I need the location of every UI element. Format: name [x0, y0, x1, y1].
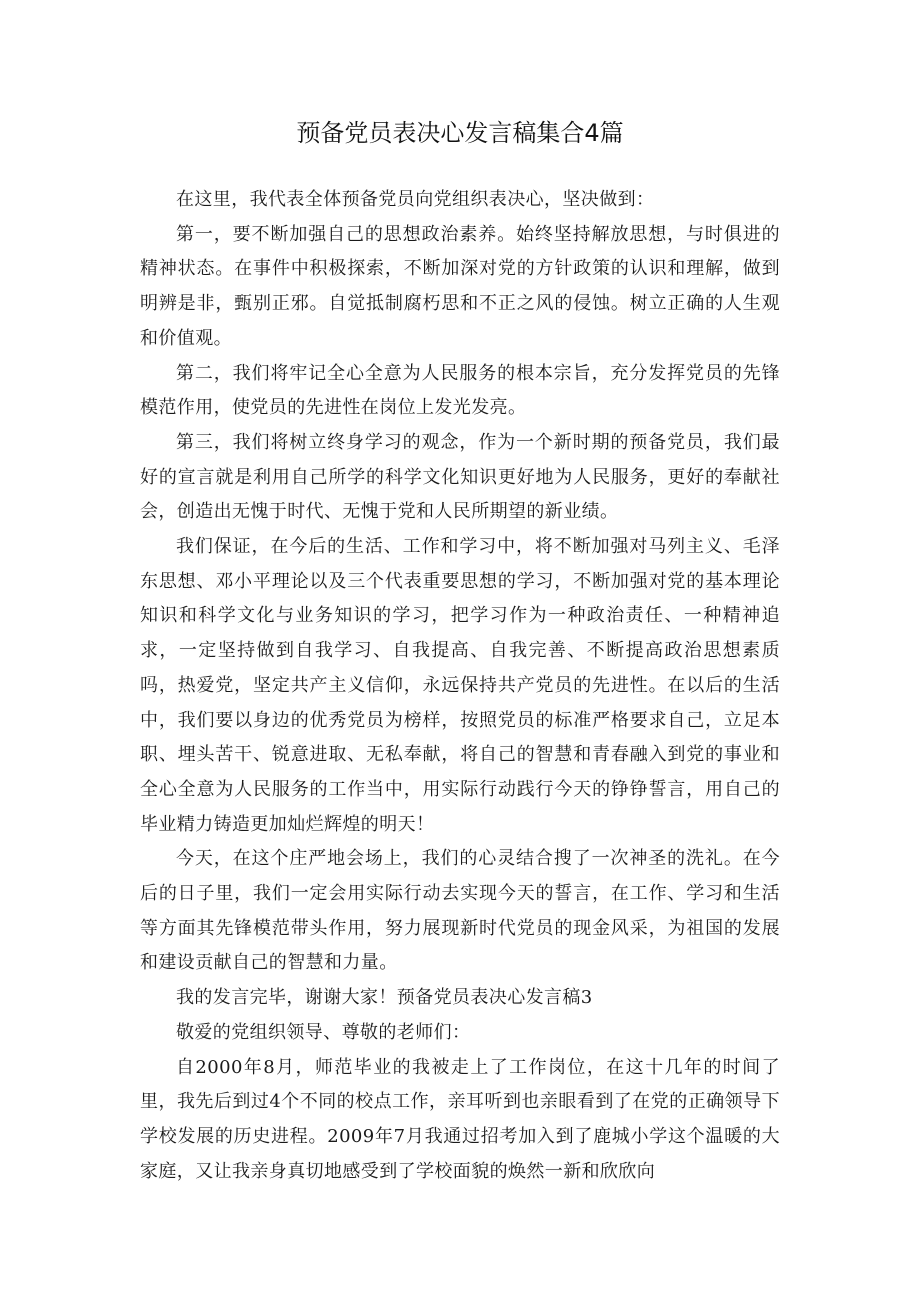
paragraph-intro: 在这里，我代表全体预备党员向党组织表决心，坚决做到：: [176, 189, 655, 210]
paragraph-salutation: 敬爱的党组织领导、尊敬的老师们：: [176, 1021, 471, 1043]
paragraph-second-point: 第二，我们将牢记全心全意为人民服务的根本宗旨，充分发挥党员的先锋模范作用，使党员的先进性在岗位上发光发亮。: [140, 362, 780, 419]
document-body: [140, 183, 780, 1189]
paragraph-guarantee: 我们保证，在今后的生活、工作和学习中，将不断加强对马列主义、毛泽东思想、邓小平理论以及三个代表重要思想的学习，不断加强对党的基本理论知识和科学文化与业务知识的学习，把学习作为一种政治责任、一种精神追求，一定坚持做到自我学习、自我提高、自我完善、不断提高政治思想素质吗，热爱党，坚定共产主义信仰，永远保持共产党员的先进性。在以后的生活中，我们要以身边的优秀党员为榜样，按照党员的标准严格要求自己，立足本职、埋头苦干、锐意进取、无私奉献，将自己的智慧和青春融入到党的事业和全心全意为人民服务的工作当中，用实际行动践行今天的铮铮誓言，用自己的毕业精力铸造更加灿烂辉煌的明天！: [140, 536, 780, 835]
document-title: 预备党员表决心发言稿集合4篇: [296, 119, 624, 147]
paragraph-first-point: 第一，要不断加强自己的思想政治素养。始终坚持解放思想，与时俱进的精神状态。在事件中积极探索，不断加深对党的方针政策的认识和理解，做到明辨是非，甄别正邪。自觉抵制腐朽思和不正之风的侵蚀。树立正确的人生观和价值观。: [140, 223, 780, 349]
paragraph-speech-three-body: 自2000年8月，师范毕业的我被走上了工作岗位，在这十几年的时间了里，我先后到过4个不同的校点工作，亲耳听到也亲眼看到了在党的正确领导下学校发展的历史进程。2009年7月我通过招考加入到了鹿城小学这个温暖的大家庭，又让我亲身真切地感受到了学校面貌的焕然一新和欣欣向: [140, 1056, 780, 1182]
paragraph-today: 今天，在这个庄严地会场上，我们的心灵结合搜了一次神圣的洗礼。在今后的日子里，我们一定会用实际行动去实现今天的誓言，在工作、学习和生活等方面其先锋模范带头作用，努力展现新时代党员的现金风采，为祖国的发展和建设贡献自己的智慧和力量。: [140, 848, 780, 974]
paragraph-closing: 我的发言完毕，谢谢大家！预备党员表决心发言稿3: [176, 987, 593, 1009]
paragraph-third-point: 第三，我们将树立终身学习的观念，作为一个新时期的预备党员，我们最好的宣言就是利用自己所学的科学文化知识更好地为人民服务，更好的奉献社会，创造出无愧于时代、无愧于党和人民所期望的新业绩。: [140, 431, 780, 523]
